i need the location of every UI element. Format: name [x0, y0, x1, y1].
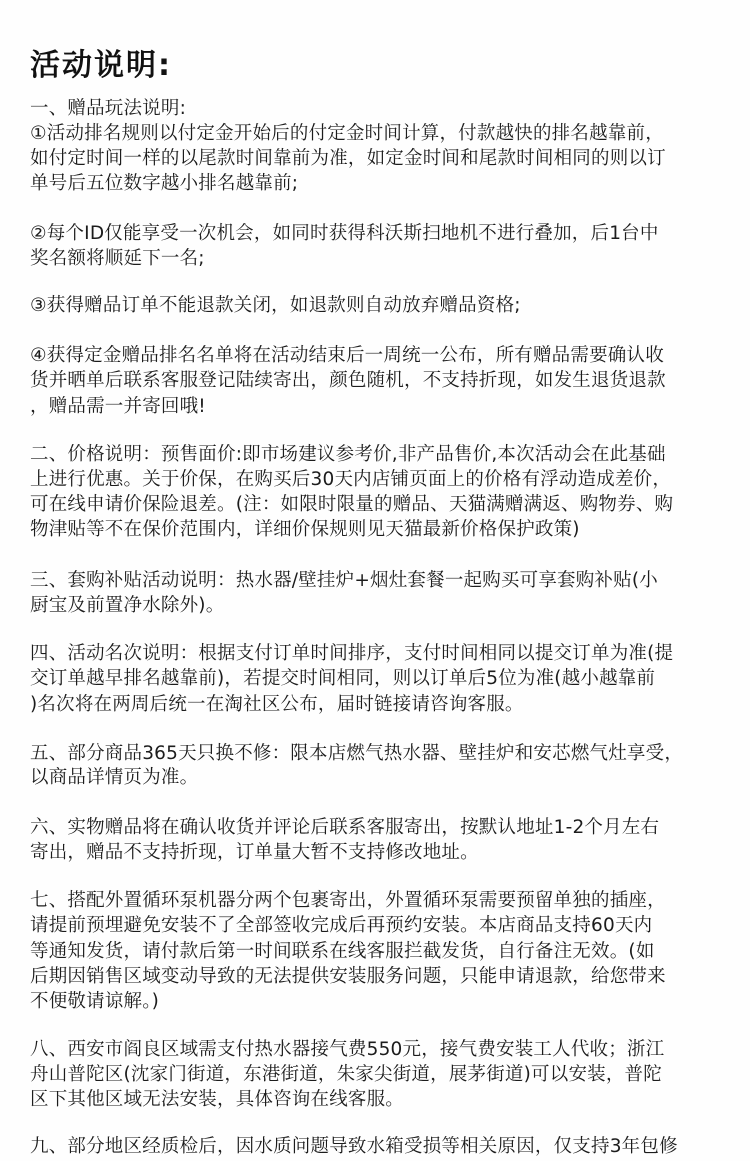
text-line: 奖名额将顺延下一名; [30, 248, 205, 269]
text-line: 等通知发货，请付款后第一时间联系在线客服拦截发货，自行备注无效。(如 [30, 941, 655, 962]
text-line: 单号后五位数字越小排名越靠前; [30, 173, 299, 194]
text-line: 区下其他区域无法安装，具体咨询在线客服。 [30, 1089, 405, 1110]
text-line: 上进行优惠。关于价保，在购买后30天内店铺页面上的价格有浮动造成差价， [30, 469, 672, 490]
text-line: 后期因销售区域变动导致的无法提供安装服务问题，只能申请退款，给您带来 [30, 966, 666, 987]
text-line: 九、部分地区经质检后，因水质问题导致水箱受损等相关原因，仅支持3年包修 [30, 1136, 678, 1157]
text-line: 以商品详情页为准。 [30, 767, 199, 788]
text-line: 厨宝及前置净水除外)。 [30, 595, 225, 616]
text-line: )名次将在两周后统一在淘社区公布，届时链接请咨询客服。 [30, 694, 524, 715]
text-line: 货并晒单后联系客服登记陆续寄出，颜色随机，不支持折现，如发生退货退款 [30, 370, 666, 391]
text-line: 请提前预埋避免安装不了全部签收完成后再预约安装。本店商品支持60天内 [30, 915, 653, 936]
text-line: 三、套购补贴活动说明：热水器/壁挂炉+烟灶套餐一起购买可享套购补贴(小 [30, 570, 658, 591]
page-title: 活动说明: [30, 48, 172, 83]
text-line: 七、搭配外置循环泵机器分两个包裹寄出，外置循环泵需要预留单独的插座， [30, 890, 666, 911]
text-line: ②每个ID仅能享受一次机会，如同时获得科沃斯扫地机不进行叠加，后1台中 [30, 223, 659, 244]
text-line: 不便敬请谅解。) [30, 991, 160, 1012]
text-line: 寄出，赠品不支持折现，订单量大暂不支持修改地址。 [30, 842, 479, 863]
text-line: 四、活动名次说明：根据支付订单时间排序，支付时间相同以提交订单为准(提 [30, 643, 674, 664]
text-line: 物津贴等不在保价范围内，详细价保规则见天猫最新价格保护政策) [30, 519, 580, 540]
text-line: 八、西安市阎良区域需支付热水器接气费550元，接气费安装工人代收；浙江 [30, 1039, 665, 1060]
text-line: 可在线申请价保险退差。(注：如限时限量的赠品、天猫满赠满返、购物券、购 [30, 494, 674, 515]
text-line: 五、部分商品365天只换不修：限本店燃气热水器、壁挂炉和安芯燃气灶享受， [30, 743, 684, 764]
text-line: 一、赠品玩法说明: [30, 98, 187, 119]
text-line: ①活动排名规则以付定金开始后的付定金时间计算，付款越快的排名越靠前， [30, 123, 664, 144]
text-line: ，赠品需一并寄回哦! [30, 396, 206, 417]
text-line: 交订单越早排名越靠前)，若提交时间相同，则以订单后5位为准(越小越靠前 [30, 668, 656, 689]
text-line: ④获得定金赠品排名名单将在活动结束后一周统一公布，所有赠品需要确认收 [30, 345, 664, 366]
text-line: 如付定时间一样的以尾款时间靠前为准，如定金时间和尾款时间相同的则以订 [30, 148, 666, 169]
text-line: 六、实物赠品将在确认收货并评论后联系客服寄出，按默认地址1-2个月左右 [30, 817, 660, 838]
text-line: ③获得赠品订单不能退款关闭，如退款则自动放弃赠品资格; [30, 295, 521, 316]
text-line: 舟山普陀区(沈家门街道，东港街道，朱家尖街道，展茅街道)可以安装，普陀 [30, 1064, 662, 1085]
text-line: 二、价格说明：预售面价:即市场建议参考价,非产品售价,本次活动会在此基础 [30, 444, 666, 465]
